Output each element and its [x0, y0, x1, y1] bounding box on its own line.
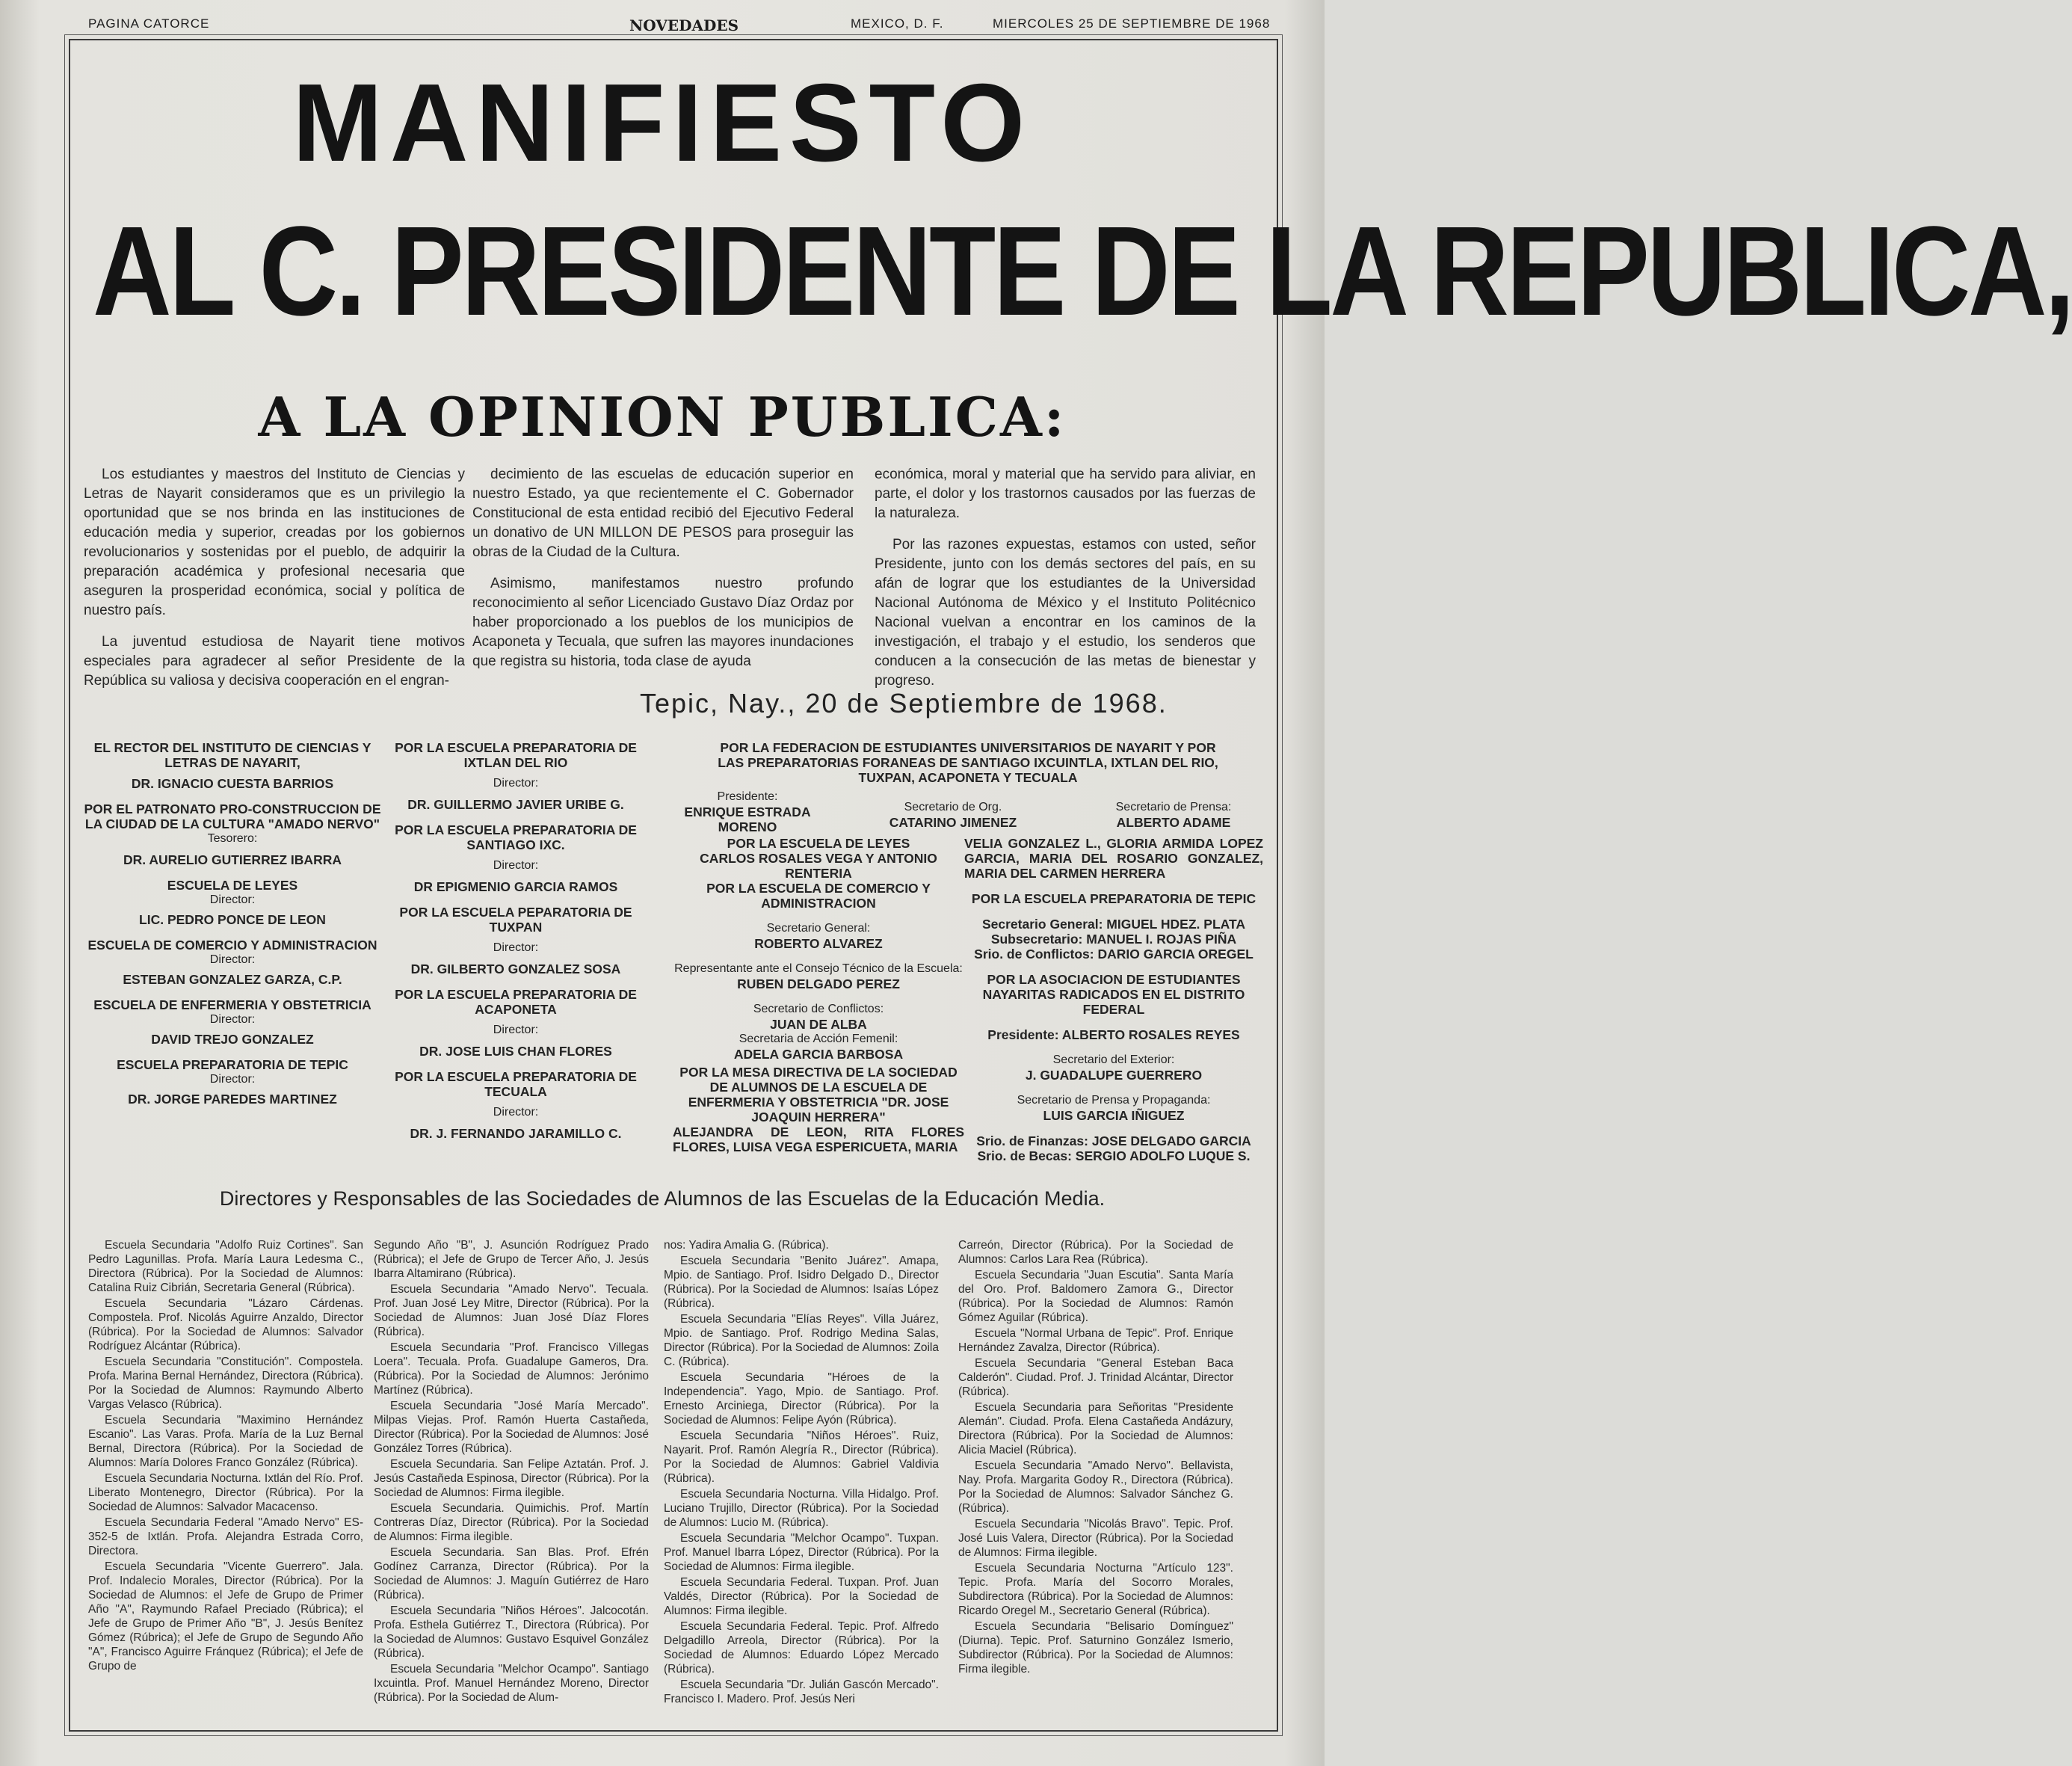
signer-name: ROBERTO ALVAREZ [754, 936, 883, 951]
signer-name: ADELA GARCIA BARBOSA [733, 1047, 904, 1062]
signer-title: POR LA ESCUELA PREPARATORIA DE TECUALA [395, 1069, 637, 1099]
director-entry: Escuela Secundaria. Quimichis. Prof. Martín Contreras Díaz, Director (Rúbrica). Por la Sociedad de Alumnos: Firma ilegible. [374, 1502, 649, 1543]
signer-role: Secretario del Exterior: [1052, 1053, 1175, 1066]
director-entry: Escuela Secundaria "Adolfo Ruiz Cortines". San Pedro Lagunillas. Profa. María Laura Ledesma C., Directora (Rúbrica). Por la Sociedad de Alumnos: Catalina Ruiz Cibrián, Secretaria General (Rúbrica). [88, 1239, 363, 1294]
director-entry: Escuela Secundaria "Nicolás Bravo". Tepic. Prof. José Luis Valera, Director (Rúbrica). Por la Sociedad de Alumnos: Firma ilegible. [958, 1518, 1233, 1559]
director-entry: Escuela Secundaria "Melchor Ocampo". Santiago Ixcuintla. Prof. Manuel Hernández Moreno, Director (Rúbrica). Por la Sociedad de Alum- [374, 1663, 649, 1704]
page-label: PAGINA CATORCE [88, 16, 210, 31]
director-entry: Escuela Secundaria "Amado Nervo". Tecuala. Prof. Juan José Ley Mitre, Director (Rúbrica). Por la Sociedad de Alumnos: Juan José Díaz Flores (Rúbrica). [374, 1283, 649, 1338]
signer-title: POR LA ESCUELA PEPARATORIA DE TUXPAN [399, 905, 632, 935]
signer-title: POR LA ESCUELA PREPARATORIA DE TEPIC [971, 891, 1257, 906]
signer-title: POR LA ASOCIACION DE ESTUDIANTES NAYARITAS RADICADOS EN EL DISTRITO FEDERAL [982, 972, 1245, 1017]
intro-paragraph: La juventud estudiosa de Nayarit tiene motivos especiales para agradecer al señor Presidente de la República su valiosa y decisiva cooperación en el engran- [84, 634, 465, 689]
title-presidente: AL C. PRESIDENTE DE LA REPUBLICA, [93, 200, 2072, 342]
signer-role: Director: [493, 941, 539, 954]
director-entry: Escuela Secundaria Nocturna "Artículo 123". Tepic. Profa. María del Socorro Morales, Subdirectora (Rúbrica). Por la Sociedad de Alumnos: Ricardo Oregel M., Secretario General (Rúbrica). [958, 1562, 1233, 1617]
signer-name: ALBERTO ADAME [1116, 815, 1231, 830]
intro-paragraph: económica, moral y material que ha servido para aliviar, en parte, el dolor y los trastornos causados por las fuerzas de la naturaleza. [875, 467, 1256, 521]
director-entry: Escuela Secundaria "Melchor Ocampo". Tuxpan. Prof. Manuel Ibarra López, Director (Rúbrica). Por la Sociedad de Alumnos: Firma ilegible. [664, 1532, 939, 1573]
director-entry: Escuela Secundaria "Niños Héroes". Ruiz, Nayarit. Prof. Ramón Alegría R., Director (Rúbrica). Por la Sociedad de Alumnos: Gabriel Valdivia (Rúbrica). [664, 1430, 939, 1485]
intro-column-3 [875, 465, 1256, 703]
signer-title: POR LA ESCUELA PREPARATORIA DE SANTIAGO IXC. [395, 822, 637, 852]
director-entry: Escuela Secundaria Federal "Amado Nervo" ES-352-5 de Ixtlán. Profa. Alejandra Estrada Corro, Directora. [88, 1516, 363, 1557]
directors-column-3 [664, 1238, 939, 1708]
director-entry: Escuela "Normal Urbana de Tepic". Prof. Enrique Hernández Zavalza, Director (Rúbrica). [958, 1327, 1233, 1354]
signer-role: Representante ante el Consejo Técnico de la Escuela: [674, 962, 963, 975]
director-entry: Escuela Secundaria "Amado Nervo". Bellavista, Nay. Profa. Margarita Godoy R., Directora (Rúbrica). Por la Sociedad de Alumnos: Salvador Sánchez G. (Rúbrica). [958, 1459, 1233, 1515]
signer-role: Tesorero: [207, 832, 258, 845]
signer-name: JUAN DE ALBA [770, 1017, 867, 1032]
signer-role: Director: [209, 953, 256, 966]
signatures-column-4 [964, 836, 1263, 1174]
signer-role: Director: [493, 1024, 539, 1036]
director-entry: Escuela Secundaria Nocturna. Ixtlán del Río. Prof. Liberato Montenegro, Director (Rúbrica). Por la Sociedad de Alumnos: Salvador Macacenso. [88, 1472, 363, 1513]
header-date: MIERCOLES 25 DE SEPTIEMBRE DE 1968 [993, 16, 1271, 31]
signatures-column-1 [78, 740, 387, 1117]
place-date: Tepic, Nay., 20 de Septiembre de 1968. [640, 688, 1168, 719]
title-opinion-publica: A LA OPINION PUBLICA: [258, 385, 1067, 449]
signer-name: CARLOS ROSALES VEGA Y ANTONIO RENTERIA [700, 851, 937, 881]
signer-title: ESCUELA DE LEYES [167, 878, 298, 893]
director-entry: Escuela Secundaria Nocturna. Villa Hidalgo. Prof. Luciano Trujillo, Director (Rúbrica). Por la Sociedad de Alumnos: Lucio M. (Rúbrica). [664, 1488, 939, 1529]
directors-heading: Directores y Responsables de las Sociedades de Alumnos de las Escuelas de la Educación Media. [219, 1187, 1106, 1210]
federation-block [673, 740, 1263, 834]
director-entry: Escuela Secundaria para Señoritas "Presidente Alemán". Ciudad. Profa. Elena Castañeda Andázury, Directora (Rúbrica). Por la Sociedad de Alumnos: Alicia Maciel (Rúbrica). [958, 1401, 1233, 1456]
signer-name: DR. J. FERNANDO JARAMILLO C. [410, 1126, 622, 1141]
intro-column-1 [84, 465, 465, 703]
signer-role: Secretario General: [766, 922, 871, 935]
signer-role: Secretario de Prensa: [1115, 801, 1232, 813]
director-entry: Escuela Secundaria. San Felipe Aztatán. Prof. J. Jesús Castañeda Espinosa, Director (Rúbrica). Por la Sociedad de Alumnos: Firma ilegible. [374, 1458, 649, 1499]
signer-name: DR. JOSE LUIS CHAN FLORES [419, 1044, 612, 1059]
signer-name: LIC. PEDRO PONCE DE LEON [139, 912, 326, 927]
signer-name: VELIA GONZALEZ L., GLORIA ARMIDA LOPEZ GARCIA, MARIA DEL ROSARIO GONZALEZ, MARIA DEL CARMEN HERRERA [964, 836, 1263, 881]
director-entry: Escuela Secundaria "Juan Escutia". Santa María del Oro. Prof. Baldomero Zamora G., Director (Rúbrica). Por la Sociedad de Alumnos: Ramón Gómez Aguilar (Rúbrica). [958, 1269, 1233, 1324]
director-entry: Escuela Secundaria Federal. Tuxpan. Prof. Juan Valdés, Director (Rúbrica). Por la Sociedad de Alumnos: Firma ilegible. [664, 1576, 939, 1617]
header-place: MEXICO, D. F. [851, 16, 944, 31]
director-entry: nos: Yadira Amalia G. (Rúbrica). [664, 1239, 829, 1252]
director-entry: Escuela Secundaria "Maximino Hernández Escanio". Las Varas. Profa. María de la Luz Bernal Bernal, Directora (Rúbrica). Por la Sociedad de Alumnos: María Dolores Franco González (Rúbrica). [88, 1414, 363, 1469]
directors-column-4 [958, 1238, 1233, 1678]
signer-role: Secretaria de Acción Femenil: [739, 1033, 898, 1045]
signer-entry: Presidente: ALBERTO ROSALES REYES [987, 1027, 1240, 1042]
director-entry: Escuela Secundaria "Héroes de la Independencia". Yago, Mpio. de Santiago. Prof. Ernesto Arciniega, Director (Rúbrica). Por la Sociedad de Alumnos: Felipe Ayón (Rúbrica). [664, 1371, 939, 1427]
signer-role: Director: [209, 1073, 256, 1086]
director-entry: Escuela Secundaria Federal. Tepic. Prof. Alfredo Delgadillo Arreola, Director (Rúbrica). Por la Sociedad de Alumnos: Eduardo López Mercado (Rúbrica). [664, 1620, 939, 1676]
signer-entry: Srio. de Finanzas: JOSE DELGADO GARCIA [976, 1133, 1251, 1148]
signer-name: LUIS GARCIA IÑIGUEZ [1043, 1108, 1185, 1123]
title-manifiesto: MANIFIESTO [292, 61, 1032, 185]
director-entry: Escuela Secundaria "Belisario Domínguez" (Diurna). Tepic. Prof. Saturnino González Ismerio, Subdirector (Rúbrica). Por la Sociedad de Alumnos: Firma ilegible. [958, 1620, 1233, 1676]
signer-role: Secretario de Prensa y Propaganda: [1017, 1094, 1211, 1107]
signer-title: POR LA ESCUELA PREPARATORIA DE ACAPONETA [395, 987, 637, 1017]
signer-role: Director: [493, 859, 539, 872]
signer-name: J. GUADALUPE GUERRERO [1025, 1068, 1203, 1083]
director-entry: Escuela Secundaria "General Esteban Baca Calderón". Ciudad. Prof. J. Trinidad Alcántar, Director (Rúbrica). [958, 1357, 1233, 1398]
director-entry: Escuela Secundaria "Constitución". Compostela. Profa. Marina Bernal Hernández, Directora (Rúbrica). Por la Sociedad de Alumnos: Raymundo Alberto Vargas Velasco (Rúbrica). [88, 1356, 363, 1411]
director-entry: Segundo Año "B", J. Asunción Rodríguez Prado (Rúbrica); el Jefe de Grupo de Tercer Año, J. Jesús Ibarra Altamirano (Rúbrica). [374, 1239, 649, 1280]
signer-name: DR. JORGE PAREDES MARTINEZ [128, 1092, 337, 1107]
signer-title: ESCUELA DE COMERCIO Y ADMINISTRACION [87, 938, 377, 953]
signer-entry: Srio. de Conflictos: DARIO GARCIA OREGEL [974, 947, 1254, 962]
signer-name: ALEJANDRA DE LEON, RITA FLORES FLORES, LUISA VEGA ESPERICUETA, MARIA [673, 1124, 964, 1154]
director-entry: Escuela Secundaria "Prof. Francisco Villegas Loera". Tecuala. Profa. Guadalupe Gameros, Dra. (Rúbrica). Por la Sociedad de Alumnos: Jerónimo Martínez (Rúbrica). [374, 1341, 649, 1397]
signer-name: ESTEBAN GONZALEZ GARZA, C.P. [123, 972, 342, 987]
signer-title: POR LA FEDERACION DE ESTUDIANTES UNIVERSITARIOS DE NAYARIT Y POR LAS PREPARATORIAS FORANEAS DE SANTIAGO IXCUINTLA, IXTLAN DEL RIO, TUXPAN, ACAPONETA Y TECUALA [718, 740, 1218, 785]
signer-role: Presidente: [717, 790, 778, 803]
director-entry: Escuela Secundaria "Elías Reyes". Villa Juárez, Mpio. de Santiago. Prof. Rodrigo Medina Salas, Director (Rúbrica). Por la Sociedad de Alumnos: Zoila C. (Rúbrica). [664, 1313, 939, 1368]
director-entry: Escuela Secundaria "Niños Héroes". Jalcocotán. Profa. Esthela Gutiérrez T., Directora (Rúbrica). Por la Sociedad de Alumnos: Gustavo Esquivel González (Rúbrica). [374, 1605, 649, 1660]
signer-entry: Subsecretario: MANUEL I. ROJAS PIÑA [990, 932, 1237, 947]
director-entry: Escuela Secundaria "Dr. Julián Gascón Mercado". Francisco I. Madero. Prof. Jesús Neri [664, 1679, 939, 1705]
signatures-column-2 [381, 740, 650, 1151]
intro-column-2 [472, 465, 854, 683]
director-entry: Escuela Secundaria "Benito Juárez". Amapa, Mpio. de Santiago. Prof. Isidro Delgado D., Director (Rúbrica). Por la Sociedad de Alumnos: Isaías López (Rúbrica). [664, 1255, 939, 1310]
signer-name: DR EPIGMENIO GARCIA RAMOS [413, 879, 618, 894]
director-entry: Escuela Secundaria. San Blas. Prof. Efrén Godínez Carranza, Director (Rúbrica). Por la Sociedad de Alumnos: J. Maguín Gutiérrez de Haro (Rúbrica). [374, 1546, 649, 1602]
signer-entry: Secretario General: MIGUEL HDEZ. PLATA [981, 917, 1246, 932]
signer-title: POR LA ESCUELA DE LEYES [727, 836, 910, 851]
signer-title: POR LA MESA DIRECTIVA DE LA SOCIEDAD DE ALUMNOS DE LA ESCUELA DE ENFERMERIA Y OBSTETRICIA "DR. JOSE JOAQUIN HERRERA" [679, 1065, 958, 1124]
signer-role: Director: [209, 1013, 256, 1026]
intro-paragraph: Asimismo, manifestamos nuestro profundo reconocimiento al señor Licenciado Gustavo Díaz Ordaz por haber proporcionado a los pueblos de los municipios de Acaponeta y Tecuala, que sufren las mayores inundaciones que registra su historia, toda clase de ayuda [472, 576, 854, 669]
signer-name: RUBEN DELGADO PEREZ [737, 976, 900, 991]
intro-paragraph: decimiento de las escuelas de educación superior en nuestro Estado, ya que recientemente el C. Gobernador Constitucional de esta entidad recibió del Ejecutivo Federal un donativo de UN MILLON DE PESOS para proseguir las obras de la Ciudad de la Cultura. [472, 467, 854, 560]
signer-role: Director: [493, 777, 539, 790]
signatures-column-3 [673, 836, 964, 1165]
signer-name: DR. GILBERTO GONZALEZ SOSA [410, 962, 621, 976]
signer-name: DAVID TREJO GONZALEZ [151, 1032, 314, 1047]
signer-title: ESCUELA PREPARATORIA DE TEPIC [117, 1057, 348, 1072]
signer-name: DR. GUILLERMO JAVIER URIBE G. [407, 797, 624, 812]
signer-role: Secretario de Conflictos: [753, 1003, 884, 1015]
signer-role: Secretario de Org. [904, 801, 1002, 813]
signer-entry: Srio. de Becas: SERGIO ADOLFO LUQUE S. [977, 1148, 1251, 1163]
signer-role: Director: [209, 893, 256, 906]
signer-role: Director: [493, 1106, 539, 1119]
director-entry: Escuela Secundaria "Lázaro Cárdenas. Compostela. Prof. Nicolás Aguirre Anzaldo, Director (Rúbrica). Por la Sociedad de Alumnos: Salvador Rodríguez Alcántar (Rúbrica). [88, 1297, 363, 1353]
signer-name: CATARINO JIMENEZ [889, 815, 1017, 830]
directors-column-2 [374, 1238, 649, 1706]
signer-title: POR LA ESCUELA DE COMERCIO Y ADMINISTRACION [706, 881, 931, 911]
newspaper-name: NOVEDADES [629, 16, 739, 34]
director-entry: Escuela Secundaria "Vicente Guerrero". Jala. Prof. Indalecio Morales, Director (Rúbrica). Por la Sociedad de Alumnos: el Jefe de Grupo de Primer Año "A", Raymundo Rafael Preciado (Rúbrica); el Jefe de Grupo de Primer Año "B", J. Jesús Benítez Gómez (Rúbrica); el Jefe de Grupo de Segundo Año "A", Francisco Aguirre Fránquez (Rúbrica); el Jefe de Grupo de [88, 1560, 363, 1673]
signer-name: ENRIQUE ESTRADA MORENO [684, 804, 811, 834]
signer-title: POR EL PATRONATO PRO-CONSTRUCCION DE LA CIUDAD DE LA CULTURA "AMADO NERVO" [84, 802, 381, 831]
signer-title: EL RECTOR DEL INSTITUTO DE CIENCIAS Y LETRAS DE NAYARIT, [93, 740, 371, 770]
directors-column-1 [88, 1238, 363, 1675]
signer-title: ESCUELA DE ENFERMERIA Y OBSTETRICIA [93, 997, 371, 1012]
intro-paragraph: Los estudiantes y maestros del Instituto de Ciencias y Letras de Nayarit consideramos que es un privilegio la oportunidad que se nos brinda en las instituciones de educación media y superior, creadas por los gobiernos revolucionarios y sostenidas por el pueblo, de adquirir la preparación académica y profesional necesaria que aseguren la prosperidad económica, social y política de nuestro país. [84, 467, 465, 618]
signer-title: POR LA ESCUELA PREPARATORIA DE IXTLAN DEL RIO [395, 740, 637, 770]
signer-name: DR. AURELIO GUTIERREZ IBARRA [123, 852, 342, 867]
intro-paragraph: Por las razones expuestas, estamos con usted, señor Presidente, junto con los demás sectores del país, en su afán de lograr que los estudiantes de la Universidad Nacional Autónoma de México y el Instituto Politécnico Nacional vuelvan a encontrar en los caminos de la investigación, el trabajo y el estudio, los senderos que conducen a la consecución de las metas de bienestar y progreso. [875, 537, 1256, 689]
signer-name: DR. IGNACIO CUESTA BARRIOS [131, 776, 334, 791]
director-entry: Carreón, Director (Rúbrica). Por la Sociedad de Alumnos: Carlos Lara Rea (Rúbrica). [958, 1239, 1233, 1266]
director-entry: Escuela Secundaria "José María Mercado". Milpas Viejas. Prof. Ramón Huerta Castañeda, Director (Rúbrica). Por la Sociedad de Alumnos: José González Torres (Rúbrica). [374, 1400, 649, 1455]
